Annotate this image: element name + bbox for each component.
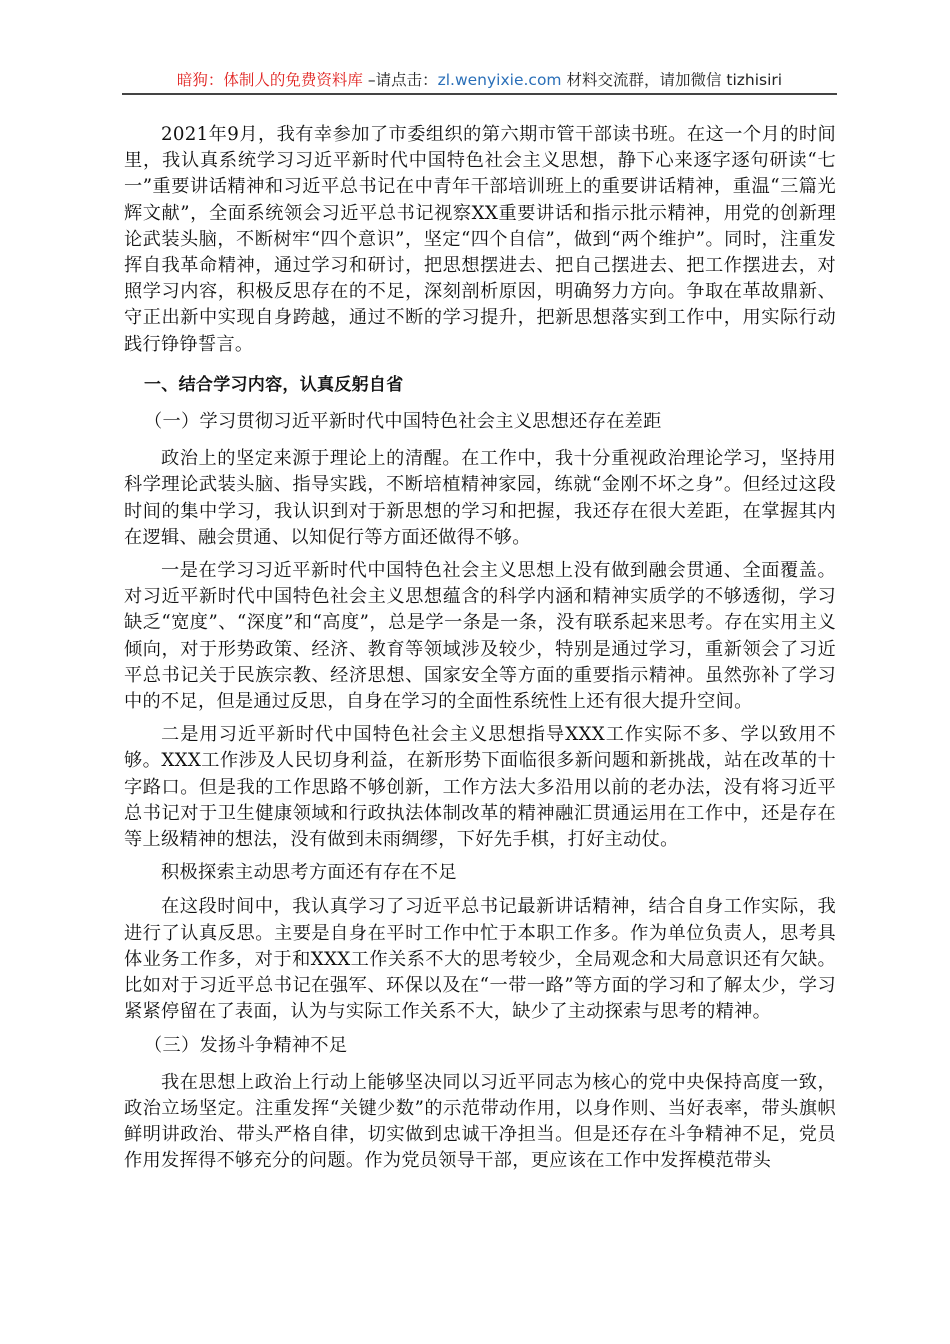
click-prompt: –请点击： [362,71,438,89]
page-header [122,66,837,94]
paragraph: 二是用习近平新时代中国特色社会主义思想指导XXX工作实际不多、学以致用不够。XXX工作涉及人民切身利益，在新形势下面临很多新问题和新挑战，站在改革的十字路口。但是我的工作思路不够创新，工作方法大多沿用以前的老办法，没有将习近平总书记对于卫生健康领域和行政执法体制改革的精神融汇贯通运用在工作中，还是存在等上级精神的想法，没有做到未雨绸缪，下好先手棋，打好主动仗。 [124,724,836,851]
intro-paragraph: 2021年9月，我有幸参加了市委组织的第六期市管干部读书班。在这一个月的时间里，我认真系统学习习近平新时代中国特色社会主义思想，静下心来逐字逐句研读“七一”重要讲话精神和习近平总书记在中青年干部培训班上的重要讲话精神，重温“三篇光辉文献”，全面系统领会习近平总书记视察XX重要讲话和指示批示精神，用党的创新理论武装头脑，不断树牢“四个意识”，坚定“四个自信”，做到“两个维护”。同时，注重发挥自我革命精神，通过学习和研讨，把思想摆进去、把自己摆进去、把工作摆进去，对照学习内容，积极反思存在的不足，深刻剖析原因，明确努力方向。争取在革故鼎新、守正出新中实现自身跨越，通过不断的学习提升，把新思想落实到工作中，用实际行动践行铮铮誓言。 [124,124,836,355]
paragraph: 政治上的坚定来源于理论上的清醒。在工作中，我十分重视政治理论学习，坚持用科学理论武装头脑、指导实践，不断培植精神家园，练就“金刚不坏之身”。但经过这段时间的集中学习，我认识到对于新思想的学习和把握，我还存在很大差距，在掌握其内在逻辑、融会贯通、以知促行等方面还做得不够。 [124,448,836,548]
paragraph: 在这段时间中，我认真学习了习近平总书记最新讲话精神，结合自身工作实际，我进行了认真反思。主要是自身在平时工作中忙于本职工作多。作为单位负责人，思考具体业务工作多，对于和XXX工作关系不大的思考较少，全局观念和大局意识还有欠缺。比如对于习近平总书记在强军、环保以及在“一带一路”等方面的学习和了解太少，学习紧紧停留在了表面，认为与实际工作关系不大，缺少了主动探索与思考的精神。 [124,896,836,1023]
subsection-1-heading: （一）学习贯彻习近平新时代中国特色社会主义思想还存在差距 [144,411,662,433]
header-divider [122,93,837,95]
document-body [124,122,836,1182]
section-1-heading: 一、结合学习内容，认真反躬自省 [144,374,404,395]
subsection-3-heading: （三）发扬斗争精神不足 [144,1034,348,1056]
site-name: 暗狗：体制人的免费资料库 [176,71,363,89]
paragraph: 一是在学习习近平新时代中国特色社会主义思想上没有做到融会贯通、全面覆盖。对习近平新时代中国特色社会主义思想蕴含的科学内涵和精神实质学的不够透彻，学习缺乏“宽度”、“深度”和“高度”，总是学一条是一条，没有联系起来思考。存在实用主义倾向，对于形势政策、经济、教育等领域涉及较少，特别是通过学习，重新领会了习近平总书记关于民族宗教、经济思想、国家安全等方面的重要指示精神。虽然弥补了学习中的不足，但是通过反思，自身在学习的全面性系统性上还有很大提升空间。 [124,560,836,713]
subsection-2-heading: 积极探索主动思考方面还有存在不足 [161,862,457,884]
group-note: 材料交流群，请加微信 tizhisiri [561,71,783,89]
site-url-link[interactable]: zl.wenyixie.com [437,71,562,89]
paragraph: 我在思想上政治上行动上能够坚决同以习近平同志为核心的党中央保持高度一致，政治立场坚定。注重发挥“关键少数”的示范带动作用，以身作则、当好表率，带头旗帜鲜明讲政治、带头严格自律，切实做到忠诚干净担当。但是还存在斗争精神不足，党员作用发挥得不够充分的问题。作为党员领导干部，更应该在工作中发挥模范带头 [124,1071,836,1172]
